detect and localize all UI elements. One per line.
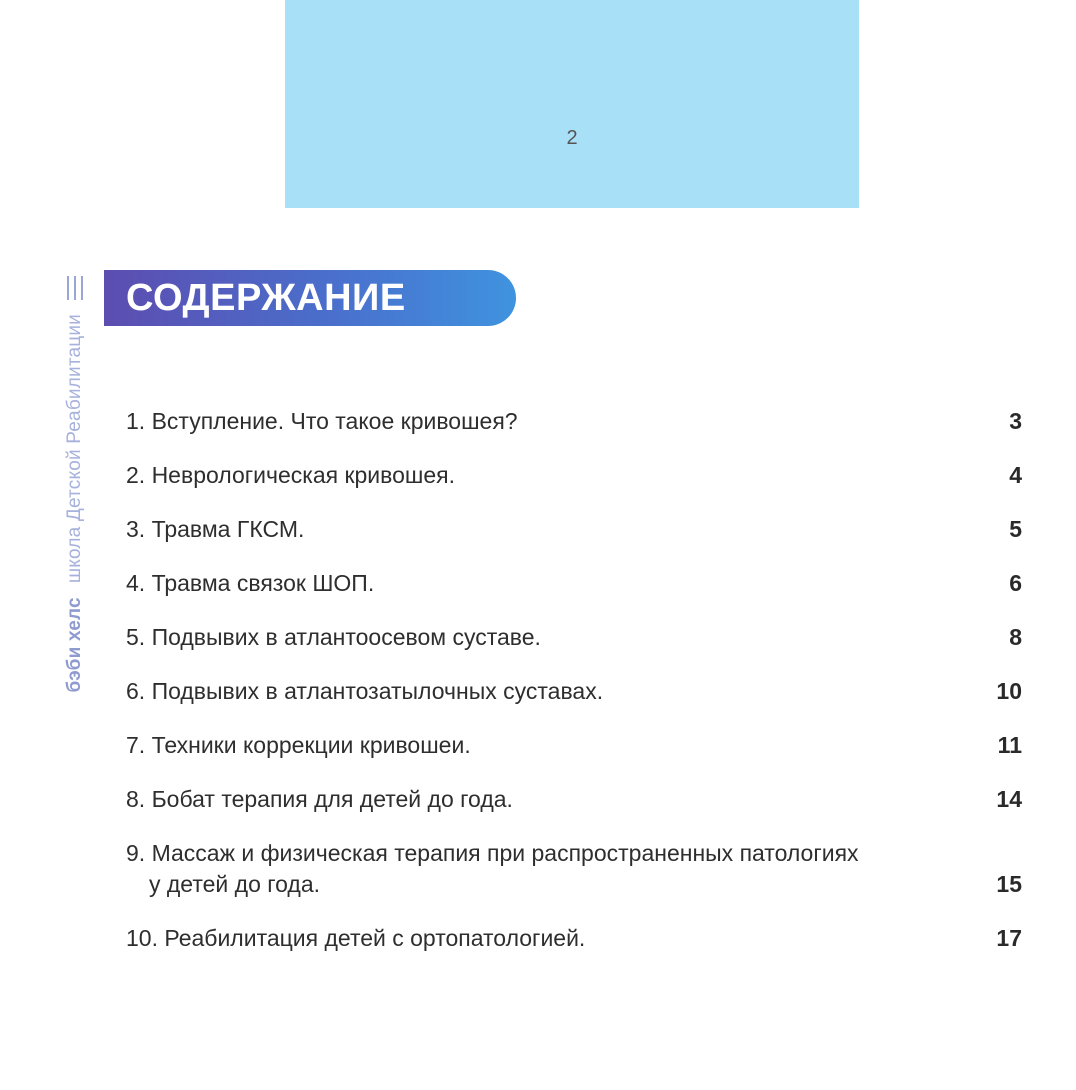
toc-item[interactable] [126,672,1022,726]
toc-item[interactable] [126,402,1022,456]
toc-item-page: 3 [1009,408,1022,434]
toc-item-page: 4 [1009,462,1022,488]
page-number: 2 [566,127,578,149]
toc-item[interactable] [126,726,1022,780]
toc-item-label [126,838,906,900]
toc-item-label: 5. Подвывих в атлантоосевом суставе. [126,624,541,650]
toc-item-label: 1. Вступление. Что такое кривошея? [126,408,518,434]
toc-item[interactable] [126,834,1022,919]
toc-item-page: 11 [997,732,1022,758]
toc-item-label-line1: 9. Массаж и физическая терапия при распространенных патологиях [126,840,859,866]
toc-item-page: 5 [1009,516,1022,542]
toc-item[interactable] [126,919,1022,973]
toc-item[interactable] [126,564,1022,618]
side-brand-label [58,276,92,756]
toc-item-label: 6. Подвывих в атлантозатылочных суставах. [126,678,604,704]
toc-item-page: 6 [1009,570,1022,596]
toc-item-label: 10. Реабилитация детей с ортопатологией. [126,925,586,951]
title-banner [104,270,516,326]
toc-item-page: 10 [996,678,1022,704]
brand-name: бэби хелс [64,597,85,693]
toc-item-label: 2. Неврологическая кривошея. [126,462,455,488]
side-text [64,314,86,692]
page-image-area [285,0,859,208]
toc-item[interactable] [126,618,1022,672]
toc-item-page: 14 [996,786,1022,812]
toc-item[interactable] [126,456,1022,510]
toc-item-page: 8 [1009,624,1022,650]
toc-item-page: 15 [996,871,1022,897]
toc-item-label: 4. Травма связок ШОП. [126,570,375,596]
toc-item-label: 3. Травма ГКСМ. [126,516,305,542]
page-title: СОДЕРЖАНИЕ [126,276,406,319]
toc-item[interactable] [126,510,1022,564]
toc-item-label-line2: у детей до года. [149,871,321,897]
toc-item-label: 8. Бобат терапия для детей до года. [126,786,513,812]
table-of-contents [126,402,1022,973]
lines-icon [67,276,83,300]
school-name: школа Детской Реабилитации [64,314,85,584]
toc-item[interactable] [126,780,1022,834]
toc-item-label: 7. Техники коррекции кривошеи. [126,732,471,758]
toc-item-page: 17 [996,925,1022,951]
